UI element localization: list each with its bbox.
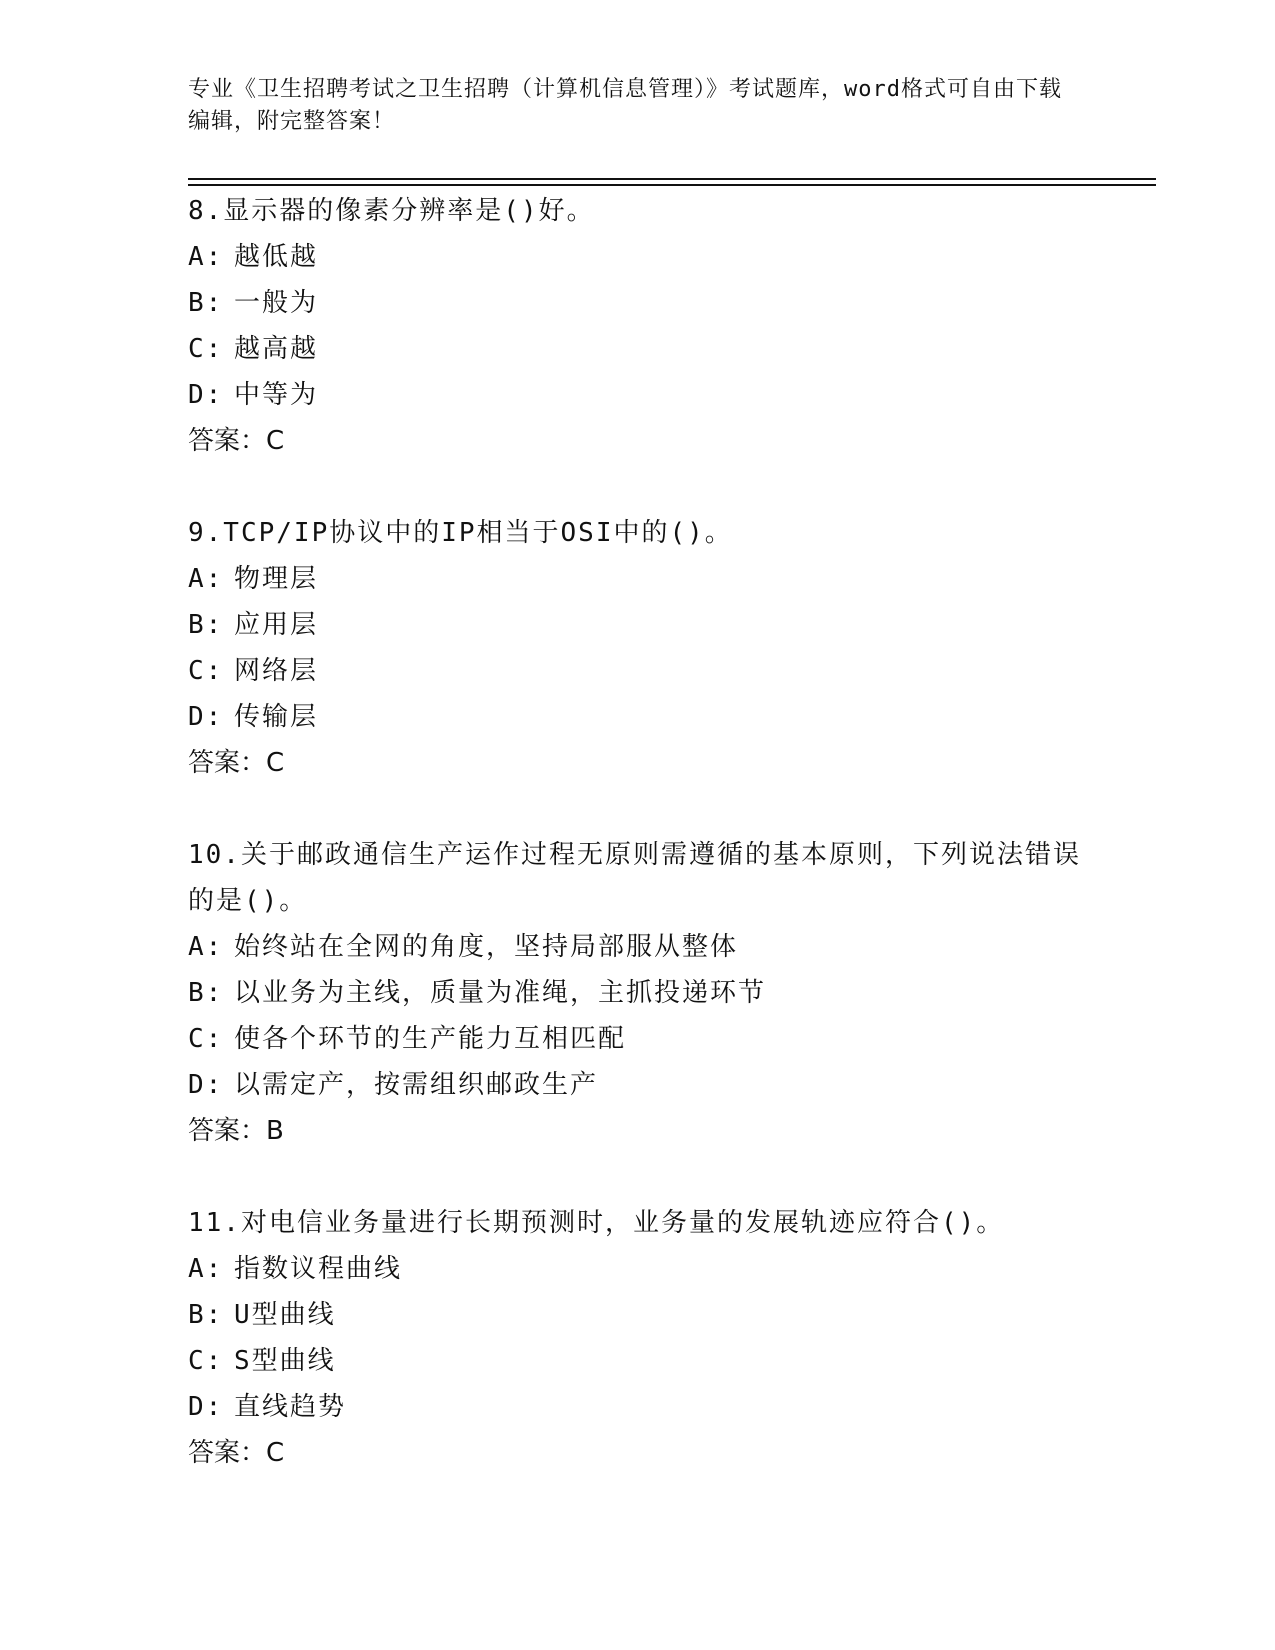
header-intro: 专业《卫生招聘考试之卫生招聘（计算机信息管理）》考试题库，word格式可自由下载编辑，附完整答案！: [188, 77, 1062, 134]
option-text: 指数议程曲线: [234, 1254, 403, 1284]
option-c: [188, 648, 1088, 694]
option-letter: B:: [188, 288, 224, 318]
option-c: [188, 1338, 1088, 1384]
option-text: 以业务为主线，质量为准绳，主抓投递环节: [234, 978, 767, 1008]
header-divider-bottom: [188, 184, 1156, 186]
option-text: 越高越: [234, 334, 319, 364]
option-letter: C:: [188, 656, 224, 686]
option-b: [188, 602, 1088, 648]
answer-line: 答案：B: [188, 1116, 284, 1146]
question-list: [188, 188, 1088, 1522]
option-letter: C:: [188, 1024, 224, 1054]
answer-line: 答案：C: [188, 426, 285, 456]
option-letter: A:: [188, 242, 224, 272]
option-b: [188, 280, 1088, 326]
option-letter: D:: [188, 1070, 224, 1100]
option-b: [188, 970, 1088, 1016]
option-a: [188, 234, 1088, 280]
option-letter: A:: [188, 932, 224, 962]
option-text: U型曲线: [234, 1300, 336, 1330]
option-text: 传输层: [234, 702, 319, 732]
option-text: 始终站在全网的角度，坚持局部服从整体: [234, 932, 739, 962]
option-letter: B:: [188, 978, 224, 1008]
option-letter: D:: [188, 1392, 224, 1422]
option-letter: D:: [188, 702, 224, 732]
option-letter: B:: [188, 1300, 224, 1330]
option-a: [188, 924, 1088, 970]
option-c: [188, 1016, 1088, 1062]
option-letter: C:: [188, 1346, 224, 1376]
option-c: [188, 326, 1088, 372]
option-text: 使各个环节的生产能力互相匹配: [234, 1024, 627, 1054]
question-9: [188, 510, 1088, 786]
option-letter: D:: [188, 380, 224, 410]
option-text: 一般为: [234, 288, 319, 318]
question-text: 10.关于邮政通信生产运作过程无原则需遵循的基本原则，下列说法错误的是()。: [188, 840, 1081, 916]
answer-line: 答案：C: [188, 1438, 285, 1468]
option-d: [188, 1384, 1088, 1430]
option-letter: A:: [188, 564, 224, 594]
option-text: 直线趋势: [234, 1392, 347, 1422]
option-b: [188, 1292, 1088, 1338]
question-text: 11.对电信业务量进行长期预测时，业务量的发展轨迹应符合()。: [188, 1208, 1005, 1238]
question-text: 8.显示器的像素分辨率是()好。: [188, 196, 595, 226]
question-10: [188, 832, 1088, 1154]
option-letter: A:: [188, 1254, 224, 1284]
option-d: [188, 372, 1088, 418]
option-d: [188, 1062, 1088, 1108]
option-letter: B:: [188, 610, 224, 640]
option-text: 物理层: [234, 564, 319, 594]
option-text: S型曲线: [234, 1346, 336, 1376]
question-8: [188, 188, 1088, 464]
question-text: 9.TCP/IP协议中的IP相当于OSI中的()。: [188, 518, 733, 548]
option-d: [188, 694, 1088, 740]
option-text: 应用层: [234, 610, 319, 640]
answer-line: 答案：C: [188, 748, 285, 778]
option-letter: C:: [188, 334, 224, 364]
option-text: 越低越: [234, 242, 319, 272]
option-text: 中等为: [234, 380, 319, 410]
option-a: [188, 556, 1088, 602]
option-a: [188, 1246, 1088, 1292]
option-text: 以需定产，按需组织邮政生产: [234, 1070, 599, 1100]
header-divider-top: [188, 178, 1156, 180]
option-text: 网络层: [234, 656, 319, 686]
question-11: [188, 1200, 1088, 1476]
